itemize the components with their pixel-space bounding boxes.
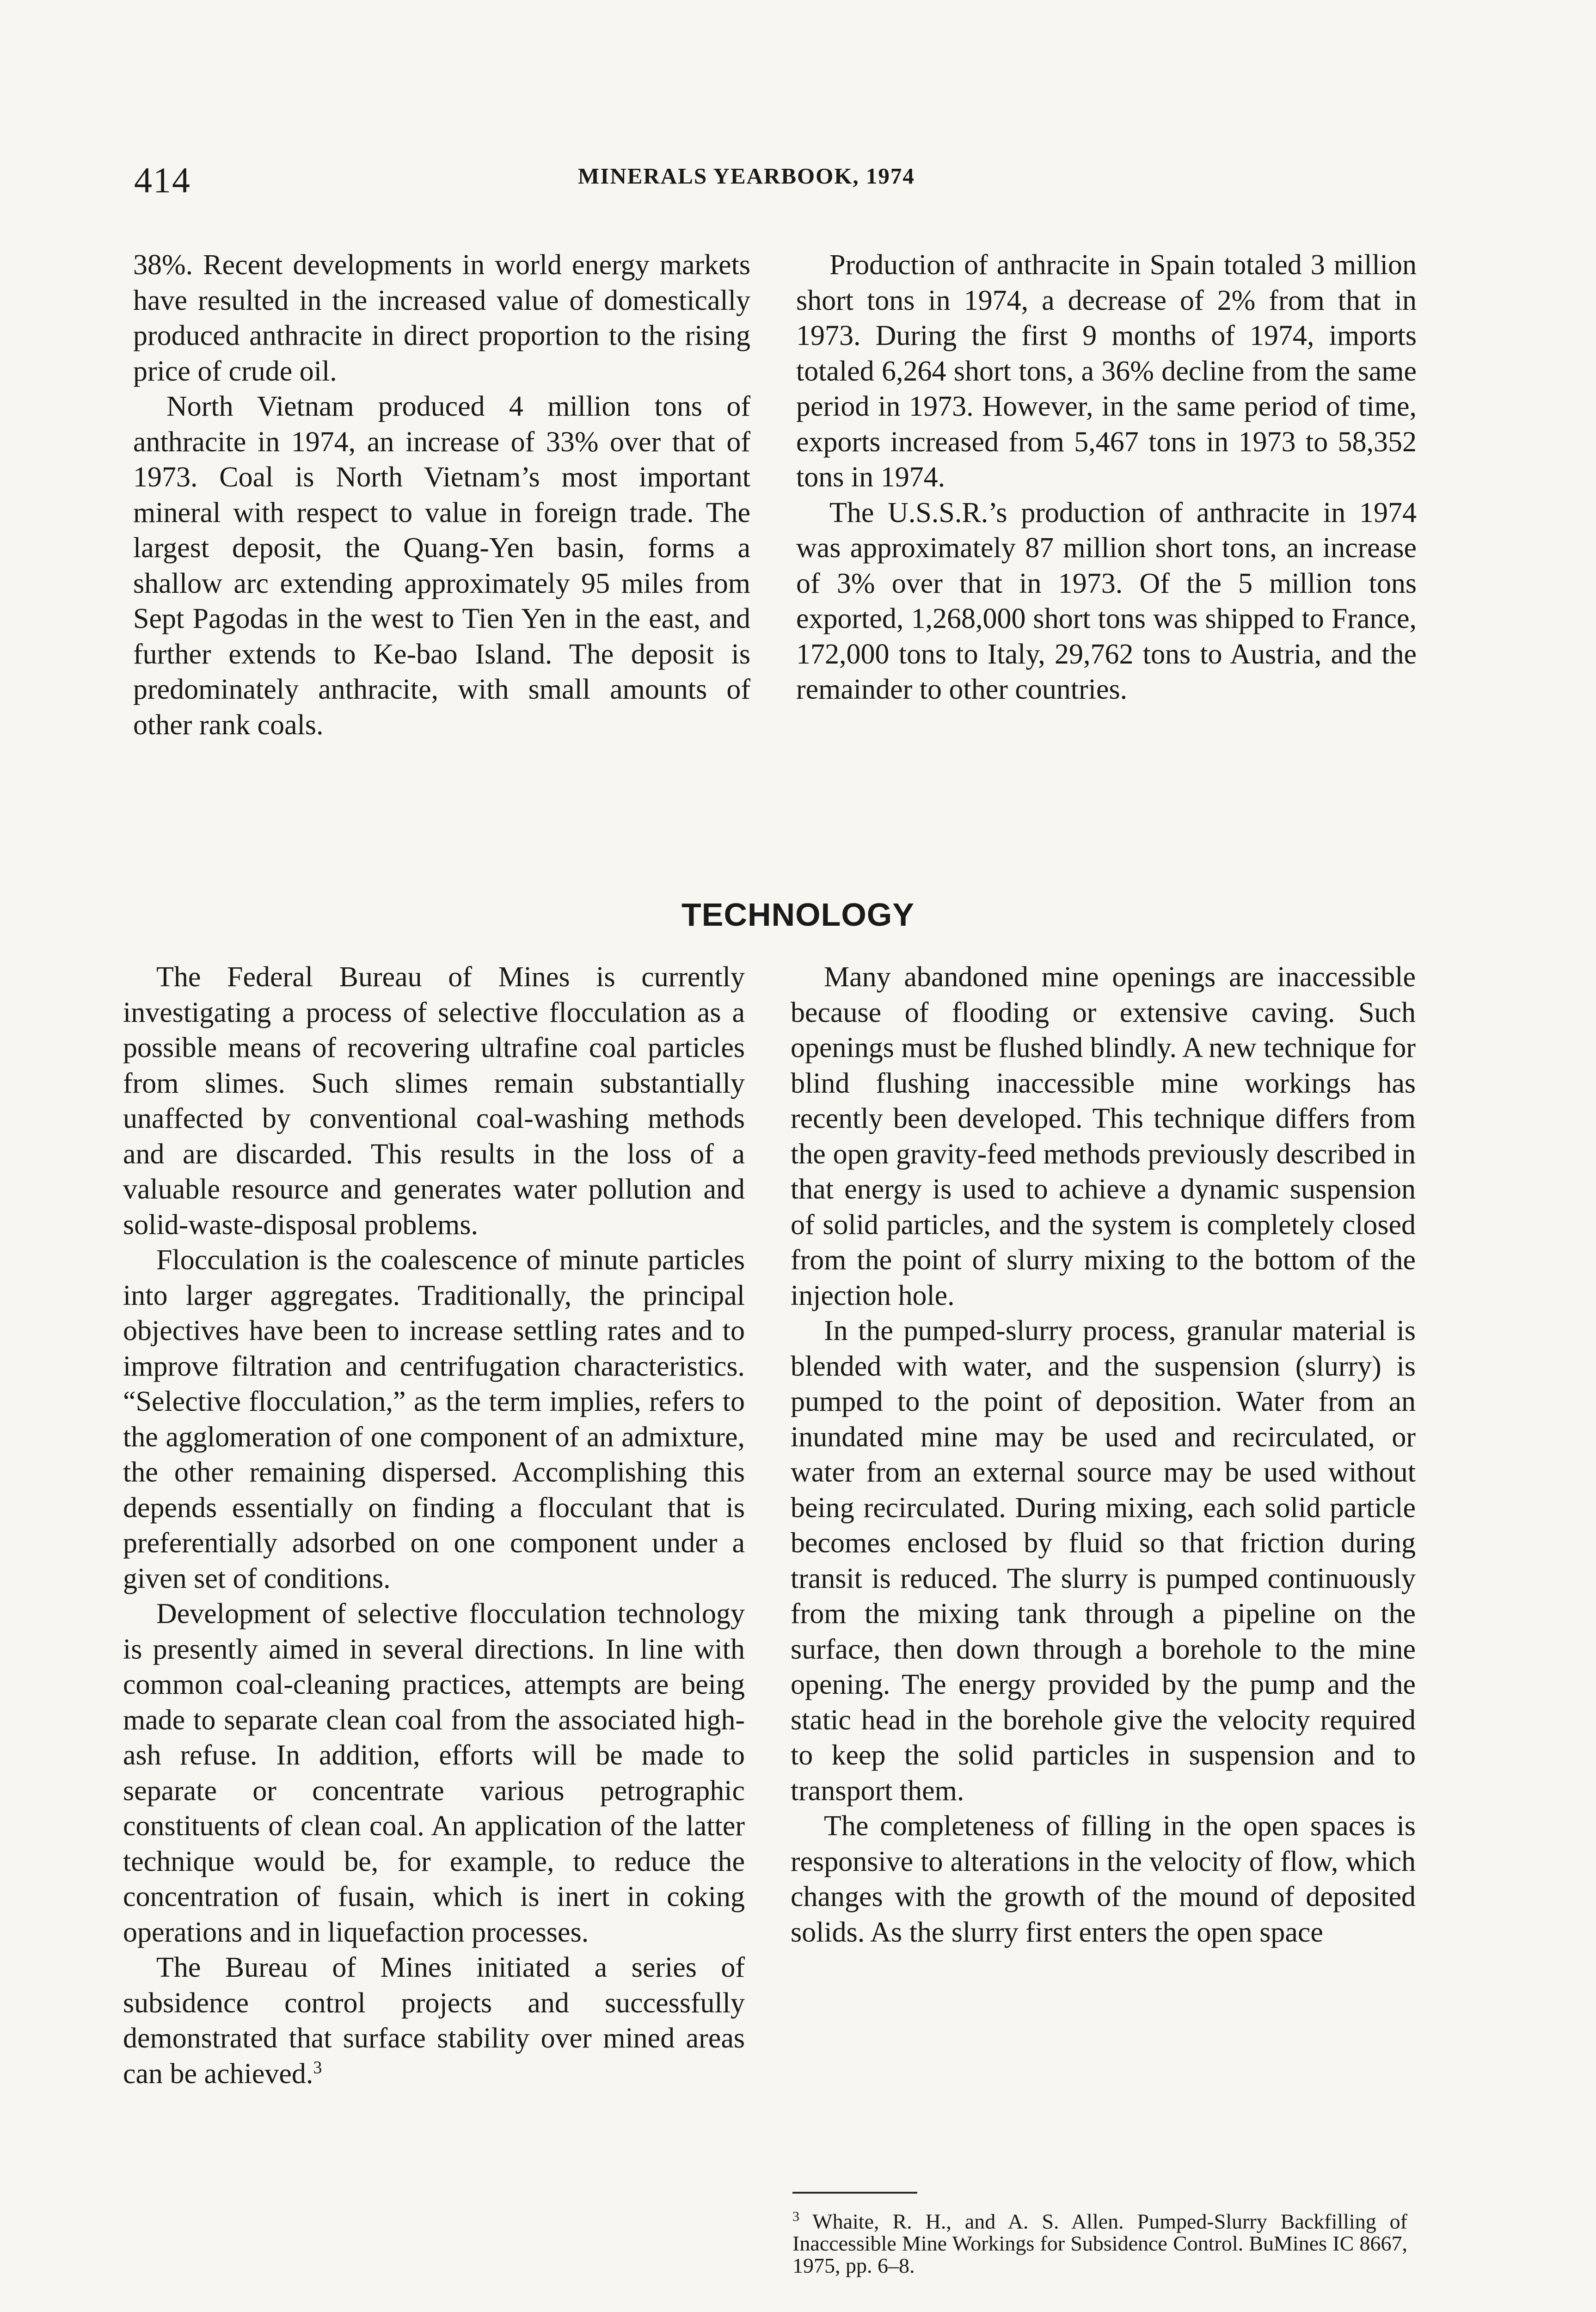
footnote-divider bbox=[792, 2192, 917, 2194]
paragraph: Development of selective flocculation technology is presently aimed in several directions. In line with common coal-cleaning practices, attempts are being made to separate clean coal from the associated high-ash refuse. In addition, efforts will be made to separate or concentrate various petrographic constituents of clean coal. An application of the latter technique would be, for example, to reduce the concentration of fusain, which is inert in coking operations and in liquefaction processes. bbox=[123, 1598, 745, 1948]
footnote bbox=[792, 2206, 1407, 2277]
paragraph: The Federal Bureau of Mines is currently investigating a process of selective flocculation as a possible means of recovering ultrafine coal particles from slimes. Such slimes remain substantially unaffected by conventional coal-washing methods and are discarded. This results in the loss of a valuable resource and generates water pollution and solid-waste-disposal problems. bbox=[123, 961, 745, 1241]
footnote-text: Whaite, R. H., and A. S. Allen. Pumped-Slurry Backfilling of Inaccessible Mine Workings for Subsidence Control. BuMines IC 8667, 1975, pp. 6–8. bbox=[792, 2209, 1407, 2278]
paragraph: The completeness of filling in the open spaces is responsive to alterations in the velocity of flow, which changes with the growth of the mound of deposited solids. As the slurry first enters the open space bbox=[791, 1810, 1416, 1948]
top-left-column bbox=[133, 247, 750, 743]
paragraph-text: The Bureau of Mines initiated a series of subsidence control projects and successfully demonstrated that surface stability over mined areas can be achieved. bbox=[123, 1952, 745, 2090]
paragraph: Production of anthracite in Spain totaled 3 million short tons in 1974, a decrease of 2% from that in 1973. During the first 9 months of 1974, imports totaled 6,264 short tons, a 36% decline from the same period in 1973. However, in the same period of time, exports increased from 5,467 tons in 1973 to 58,352 tons in 1974. bbox=[796, 249, 1417, 493]
page-number: 414 bbox=[134, 160, 191, 200]
paragraph: In the pumped-slurry process, granular material is blended with water, and the suspension (slurry) is pumped to the point of deposition. Water from an inundated mine may be used and recirculated, or water from an external source may be used without being recirculated. During mixing, each solid particle becomes enclosed by fluid so that friction during transit is reduced. The slurry is pumped continuously from the mixing tank through a pipeline on the surface, then down through a borehole to the mine opening. The energy provided by the pump and the static head in the borehole give the velocity required to keep the solid particles in suspension and to transport them. bbox=[791, 1315, 1416, 1807]
footnote-marker: 3 bbox=[792, 2209, 799, 2224]
paragraph bbox=[123, 1950, 745, 2091]
paragraph: 38%. Recent developments in world energy markets have resulted in the increased value of domestically produced anthracite in direct proportion to the rising price of crude oil. bbox=[133, 249, 750, 387]
paragraph: North Vietnam produced 4 million tons of anthracite in 1974, an increase of 33% over that of 1973. Coal is North Vietnam’s most important mineral with respect to value in foreign trade. The largest deposit, the Quang-Yen basin, forms a shallow arc extending approximately 95 miles from Sept Pagodas in the west to Tien Yen in the east, and further extends to Ke-bao Island. The deposit is predominately anthracite, with small amounts of other rank coals. bbox=[133, 391, 750, 741]
running-head: MINERALS YEARBOOK, 1974 bbox=[578, 163, 915, 189]
top-right-column bbox=[796, 247, 1417, 707]
footnote-reference: 3 bbox=[313, 2057, 322, 2077]
paragraph: The U.S.S.R.’s production of anthracite in 1974 was approximately 87 million short tons, an increase of 3% over that in 1973. Of the 5 million tons exported, 1,268,000 short tons was shipped to France, 172,000 tons to Italy, 29,762 tons to Austria, and the remainder to other countries. bbox=[796, 497, 1417, 705]
bottom-left-column bbox=[123, 959, 745, 2091]
bottom-right-column bbox=[791, 959, 1416, 1950]
section-heading: TECHNOLOGY bbox=[681, 897, 915, 933]
paragraph: Many abandoned mine openings are inaccessible because of flooding or extensive caving. Such openings must be flushed blindly. A new technique for blind flushing inaccessible mine workings has recently been developed. This technique differs from the open gravity-feed methods previously described in that energy is used to achieve a dynamic suspension of solid particles, and the system is completely closed from the point of slurry mixing to the bottom of the injection hole. bbox=[791, 961, 1416, 1311]
paragraph: Flocculation is the coalescence of minute particles into larger aggregates. Traditionally, the principal objectives have been to increase settling rates and to improve filtration and centrifugation characteristics. “Selective flocculation,” as the term implies, refers to the agglomeration of one component of an admixture, the other remaining dispersed. Accomplishing this depends essentially on finding a flocculant that is preferentially adsorbed on one component under a given set of conditions. bbox=[123, 1244, 745, 1594]
